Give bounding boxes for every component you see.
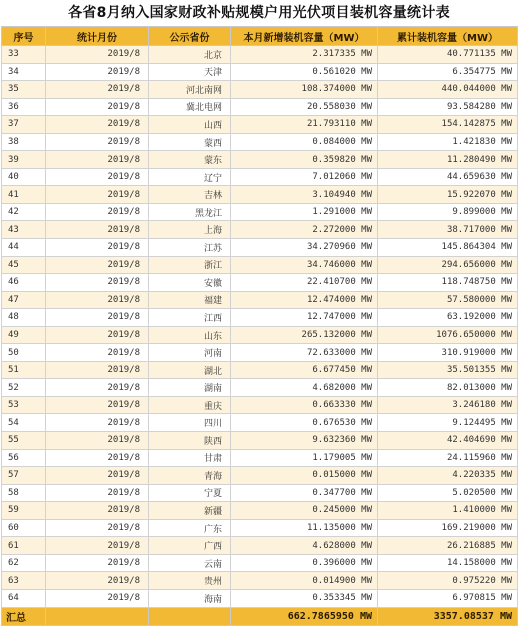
row-seq: 59	[2, 502, 46, 520]
summary-empty-2	[149, 607, 231, 625]
row-seq: 60	[2, 519, 46, 537]
row-seq: 36	[2, 98, 46, 116]
row-month: 2019/8	[46, 98, 149, 116]
row-seq: 51	[2, 361, 46, 379]
row-month: 2019/8	[46, 168, 149, 186]
row-total-capacity: 6.354775 MW	[378, 63, 518, 81]
row-province: 辽宁	[149, 168, 231, 186]
row-month: 2019/8	[46, 344, 149, 362]
row-total-capacity: 440.044000 MW	[378, 81, 518, 99]
table-row	[2, 326, 518, 344]
row-seq: 52	[2, 379, 46, 397]
table-row	[2, 519, 518, 537]
summary-empty-1	[46, 607, 149, 625]
row-province: 宁夏	[149, 484, 231, 502]
row-month: 2019/8	[46, 467, 149, 485]
table-row	[2, 379, 518, 397]
row-new-capacity: 34.270960 MW	[231, 239, 378, 257]
table-row	[2, 168, 518, 186]
row-total-capacity: 42.404690 MW	[378, 432, 518, 450]
row-seq: 64	[2, 589, 46, 607]
table-row	[2, 46, 518, 64]
table-row	[2, 116, 518, 134]
row-province: 新疆	[149, 502, 231, 520]
row-province: 蒙东	[149, 151, 231, 169]
table-row	[2, 537, 518, 555]
row-seq: 35	[2, 81, 46, 99]
row-new-capacity: 20.558030 MW	[231, 98, 378, 116]
row-total-capacity: 14.158000 MW	[378, 554, 518, 572]
row-seq: 63	[2, 572, 46, 590]
row-new-capacity: 0.347700 MW	[231, 484, 378, 502]
row-province: 冀北电网	[149, 98, 231, 116]
summary-row	[2, 607, 518, 625]
row-province: 江西	[149, 309, 231, 327]
table-row	[2, 502, 518, 520]
row-month: 2019/8	[46, 63, 149, 81]
row-new-capacity: 1.179005 MW	[231, 449, 378, 467]
row-total-capacity: 24.115960 MW	[378, 449, 518, 467]
row-month: 2019/8	[46, 484, 149, 502]
row-seq: 48	[2, 309, 46, 327]
row-province: 湖北	[149, 361, 231, 379]
row-seq: 44	[2, 239, 46, 257]
row-province: 河南	[149, 344, 231, 362]
row-province: 河北南网	[149, 81, 231, 99]
row-total-capacity: 6.970815 MW	[378, 589, 518, 607]
row-month: 2019/8	[46, 572, 149, 590]
row-seq: 37	[2, 116, 46, 134]
row-total-capacity: 310.919000 MW	[378, 344, 518, 362]
row-month: 2019/8	[46, 186, 149, 204]
row-seq: 47	[2, 291, 46, 309]
row-new-capacity: 4.628000 MW	[231, 537, 378, 555]
table-row	[2, 361, 518, 379]
row-province: 蒙西	[149, 133, 231, 151]
table-row	[2, 344, 518, 362]
row-seq: 53	[2, 396, 46, 414]
row-province: 四川	[149, 414, 231, 432]
row-total-capacity: 9.124495 MW	[378, 414, 518, 432]
summary-new-capacity: 662.7865950 MW	[231, 607, 378, 625]
row-total-capacity: 40.771135 MW	[378, 46, 518, 64]
row-month: 2019/8	[46, 274, 149, 292]
row-province: 安徽	[149, 274, 231, 292]
row-total-capacity: 4.220335 MW	[378, 467, 518, 485]
header-month: 统计月份	[46, 27, 149, 46]
row-seq: 43	[2, 221, 46, 239]
header-province: 公示省份	[149, 27, 231, 46]
row-total-capacity: 154.142875 MW	[378, 116, 518, 134]
header-total-capacity: 累计装机容量（MW）	[378, 27, 518, 46]
row-new-capacity: 0.353345 MW	[231, 589, 378, 607]
row-total-capacity: 26.216885 MW	[378, 537, 518, 555]
row-new-capacity: 9.632360 MW	[231, 432, 378, 450]
table-body	[2, 46, 518, 608]
row-new-capacity: 0.396000 MW	[231, 554, 378, 572]
row-total-capacity: 9.899000 MW	[378, 203, 518, 221]
row-seq: 33	[2, 46, 46, 64]
table-row	[2, 291, 518, 309]
summary-total-capacity: 3357.08537 MW	[378, 607, 518, 625]
row-province: 湖南	[149, 379, 231, 397]
row-province: 吉林	[149, 186, 231, 204]
row-seq: 55	[2, 432, 46, 450]
row-seq: 58	[2, 484, 46, 502]
row-total-capacity: 0.975220 MW	[378, 572, 518, 590]
row-new-capacity: 12.747000 MW	[231, 309, 378, 327]
row-new-capacity: 7.012060 MW	[231, 168, 378, 186]
row-total-capacity: 35.501355 MW	[378, 361, 518, 379]
table-row	[2, 256, 518, 274]
row-new-capacity: 22.410700 MW	[231, 274, 378, 292]
row-province: 广东	[149, 519, 231, 537]
row-new-capacity: 4.682000 MW	[231, 379, 378, 397]
row-month: 2019/8	[46, 519, 149, 537]
table-row	[2, 274, 518, 292]
row-month: 2019/8	[46, 414, 149, 432]
row-total-capacity: 1076.650000 MW	[378, 326, 518, 344]
row-province: 贵州	[149, 572, 231, 590]
row-total-capacity: 11.280490 MW	[378, 151, 518, 169]
row-seq: 49	[2, 326, 46, 344]
table-row	[2, 151, 518, 169]
row-month: 2019/8	[46, 432, 149, 450]
table-row	[2, 203, 518, 221]
row-new-capacity: 2.317335 MW	[231, 46, 378, 64]
row-new-capacity: 34.746000 MW	[231, 256, 378, 274]
row-seq: 39	[2, 151, 46, 169]
row-total-capacity: 1.410000 MW	[378, 502, 518, 520]
row-month: 2019/8	[46, 203, 149, 221]
row-total-capacity: 145.864304 MW	[378, 239, 518, 257]
header-row	[2, 27, 518, 46]
row-province: 山东	[149, 326, 231, 344]
row-new-capacity: 6.677450 MW	[231, 361, 378, 379]
row-province: 北京	[149, 46, 231, 64]
row-province: 天津	[149, 63, 231, 81]
row-month: 2019/8	[46, 116, 149, 134]
table-row	[2, 467, 518, 485]
row-month: 2019/8	[46, 81, 149, 99]
table-row	[2, 133, 518, 151]
row-month: 2019/8	[46, 256, 149, 274]
row-seq: 61	[2, 537, 46, 555]
summary-label: 汇总	[2, 607, 46, 625]
table-row	[2, 186, 518, 204]
table-row	[2, 221, 518, 239]
row-new-capacity: 0.014900 MW	[231, 572, 378, 590]
row-province: 海南	[149, 589, 231, 607]
row-province: 重庆	[149, 396, 231, 414]
row-seq: 62	[2, 554, 46, 572]
row-month: 2019/8	[46, 589, 149, 607]
table-row	[2, 309, 518, 327]
row-new-capacity: 0.561020 MW	[231, 63, 378, 81]
row-province: 浙江	[149, 256, 231, 274]
row-month: 2019/8	[46, 502, 149, 520]
row-new-capacity: 0.245000 MW	[231, 502, 378, 520]
row-province: 广西	[149, 537, 231, 555]
row-seq: 56	[2, 449, 46, 467]
row-new-capacity: 0.015000 MW	[231, 467, 378, 485]
row-seq: 46	[2, 274, 46, 292]
row-seq: 38	[2, 133, 46, 151]
row-seq: 45	[2, 256, 46, 274]
table-row	[2, 554, 518, 572]
table-row	[2, 396, 518, 414]
row-month: 2019/8	[46, 449, 149, 467]
row-month: 2019/8	[46, 291, 149, 309]
row-total-capacity: 294.656000 MW	[378, 256, 518, 274]
row-province: 江苏	[149, 239, 231, 257]
row-province: 黑龙江	[149, 203, 231, 221]
row-month: 2019/8	[46, 537, 149, 555]
table-row	[2, 572, 518, 590]
table-row	[2, 589, 518, 607]
row-total-capacity: 44.659630 MW	[378, 168, 518, 186]
table-row	[2, 81, 518, 99]
row-total-capacity: 169.219000 MW	[378, 519, 518, 537]
row-province: 云南	[149, 554, 231, 572]
row-total-capacity: 1.421830 MW	[378, 133, 518, 151]
row-total-capacity: 57.580000 MW	[378, 291, 518, 309]
header-seq: 序号	[2, 27, 46, 46]
row-total-capacity: 38.717000 MW	[378, 221, 518, 239]
row-province: 甘肃	[149, 449, 231, 467]
row-total-capacity: 15.922070 MW	[378, 186, 518, 204]
row-total-capacity: 118.748750 MW	[378, 274, 518, 292]
row-month: 2019/8	[46, 379, 149, 397]
table-row	[2, 239, 518, 257]
row-province: 福建	[149, 291, 231, 309]
row-month: 2019/8	[46, 239, 149, 257]
row-new-capacity: 72.633000 MW	[231, 344, 378, 362]
row-seq: 41	[2, 186, 46, 204]
row-new-capacity: 2.272000 MW	[231, 221, 378, 239]
row-month: 2019/8	[46, 46, 149, 64]
row-new-capacity: 0.663330 MW	[231, 396, 378, 414]
row-total-capacity: 3.246180 MW	[378, 396, 518, 414]
row-month: 2019/8	[46, 396, 149, 414]
row-month: 2019/8	[46, 361, 149, 379]
row-new-capacity: 0.676530 MW	[231, 414, 378, 432]
row-new-capacity: 11.135000 MW	[231, 519, 378, 537]
row-new-capacity: 1.291000 MW	[231, 203, 378, 221]
row-month: 2019/8	[46, 554, 149, 572]
row-month: 2019/8	[46, 133, 149, 151]
row-month: 2019/8	[46, 326, 149, 344]
row-new-capacity: 108.374000 MW	[231, 81, 378, 99]
row-province: 山西	[149, 116, 231, 134]
row-total-capacity: 93.584280 MW	[378, 98, 518, 116]
row-seq: 34	[2, 63, 46, 81]
row-month: 2019/8	[46, 309, 149, 327]
row-new-capacity: 21.793110 MW	[231, 116, 378, 134]
row-new-capacity: 0.084000 MW	[231, 133, 378, 151]
row-total-capacity: 82.013000 MW	[378, 379, 518, 397]
row-seq: 50	[2, 344, 46, 362]
table-row	[2, 63, 518, 81]
table-title: 各省8月纳入国家财政补贴规模户用光伏项目装机容量统计表	[68, 5, 450, 21]
row-seq: 57	[2, 467, 46, 485]
row-new-capacity: 0.359820 MW	[231, 151, 378, 169]
table-row	[2, 449, 518, 467]
header-new-capacity: 本月新增装机容量（MW）	[231, 27, 378, 46]
row-seq: 40	[2, 168, 46, 186]
row-new-capacity: 12.474000 MW	[231, 291, 378, 309]
capacity-table	[1, 26, 518, 626]
row-new-capacity: 265.132000 MW	[231, 326, 378, 344]
row-province: 青海	[149, 467, 231, 485]
row-province: 陕西	[149, 432, 231, 450]
row-seq: 54	[2, 414, 46, 432]
table-row	[2, 484, 518, 502]
row-month: 2019/8	[46, 221, 149, 239]
row-seq: 42	[2, 203, 46, 221]
table-row	[2, 432, 518, 450]
row-total-capacity: 63.192000 MW	[378, 309, 518, 327]
row-province: 上海	[149, 221, 231, 239]
table-row	[2, 414, 518, 432]
row-new-capacity: 3.104940 MW	[231, 186, 378, 204]
row-total-capacity: 5.020500 MW	[378, 484, 518, 502]
row-month: 2019/8	[46, 151, 149, 169]
table-row	[2, 98, 518, 116]
